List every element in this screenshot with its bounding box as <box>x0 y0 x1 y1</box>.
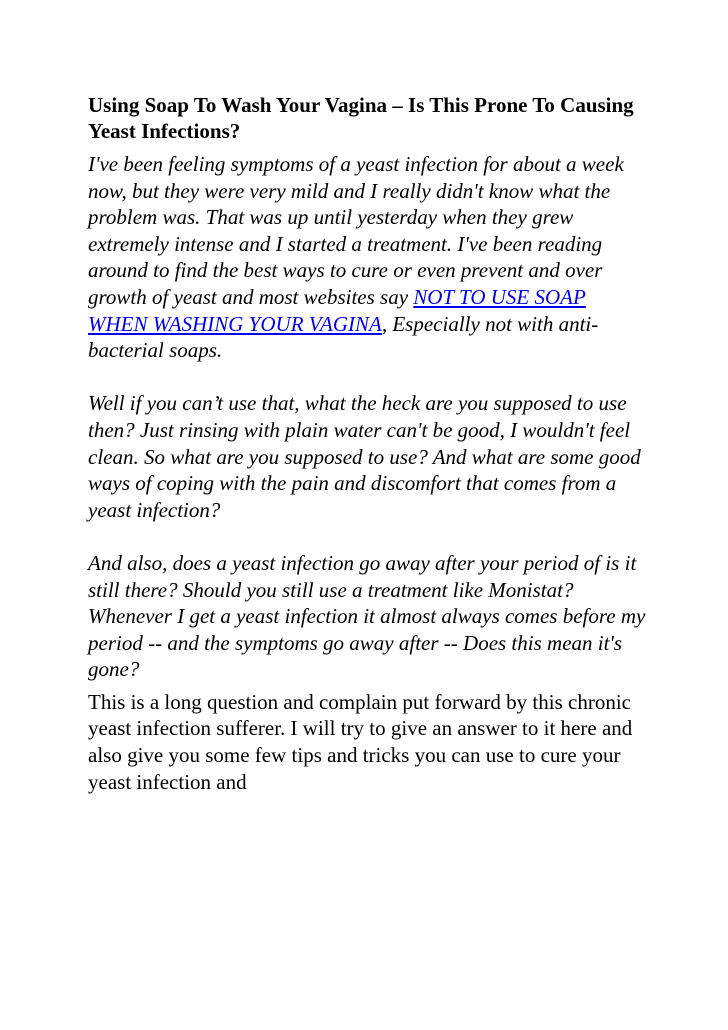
document-title: Using Soap To Wash Your Vagina – Is This Prone To Causing Yeast Infections? <box>88 93 634 143</box>
question-paragraph-1-text: I've been feeling symptoms of a yeast infection for about a week now, but they were very mild and I really didn't know what the problem was. That was up until yesterday when they grew extremely intense and I started a treatment. I've been reading around to find the best ways to cure or even prevent and over growth of yeast and most websites say <box>88 152 624 309</box>
question-paragraph-2: Well if you can’t use that, what the heck are you supposed to use then? Just rinsing with plain water can't be good, I wouldn't feel clean. So what are you supposed to use? And what are some good ways of coping with the pain and discomfort that comes from a yeast infection? <box>88 391 641 522</box>
no-soap-link[interactable]: NOT TO USE SOAP WHEN WASHING YOUR VAGINA <box>88 284 586 336</box>
question-paragraph-1-tail: , Especially not with anti-bacterial soaps. <box>88 311 599 363</box>
question-paragraph-3: And also, does a yeast infection go away after your period of is it still there? Should you still use a treatment like Monistat? Whenever I get a yeast infection it almost always comes before my period -- and the symptoms go away after -- Does this mean it's gone? <box>88 550 646 682</box>
question-paragraph-1 <box>88 151 648 364</box>
document-page <box>88 92 648 795</box>
answer-paragraph: This is a long question and complain put forward by this chronic yeast infection sufferer. I will try to give an answer to it here and also give you some few tips and tricks you can use to cure your yeast infection and <box>88 689 633 794</box>
